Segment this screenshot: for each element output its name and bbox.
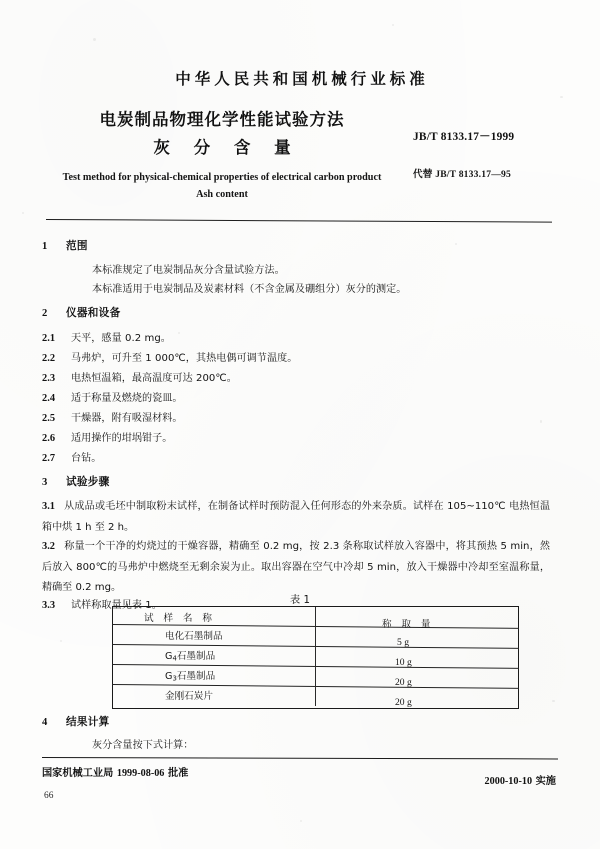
clause-2-4-text: 适于称量及燃烧的瓷皿。 (71, 393, 183, 404)
header-divider-rule (46, 219, 552, 223)
footer-issuer: 国家机械工业局 (42, 768, 114, 779)
clause-2-4-number: 2.4 (42, 393, 56, 404)
title-chinese-line2: 灰 分 含 量 (153, 138, 300, 157)
footer-approve-label: 批准 (167, 768, 189, 779)
clause-2-2 (42, 350, 297, 367)
section-heading-3 (42, 474, 110, 489)
scan-speckle (540, 420, 542, 423)
section-3-number: 3 (42, 477, 48, 488)
section-1-paragraph-2: 本标准适用于电炭制品及炭素材料（不含金属及硼组分）灰分的测定。 (92, 284, 407, 295)
superseded-label: 代替 (413, 169, 433, 180)
title-block (42, 108, 402, 202)
page-number: 66 (44, 791, 54, 801)
table-header-sample-name: 试 样 名 称 (144, 613, 216, 624)
scan-speckle (560, 96, 563, 98)
table-cell-weight: 5 g (397, 637, 409, 648)
clause-2-6-number: 2.6 (42, 433, 56, 444)
scan-speckle (93, 38, 96, 41)
section-heading-2 (42, 305, 120, 320)
table-cell-weight: 10 g (395, 657, 412, 668)
footer-approve-date: 1999-08-06 (116, 768, 165, 779)
clause-2-3-text: 电热恒温箱，最高温度可达 200℃。 (71, 373, 237, 384)
clause-3-1-number: 3.1 (42, 501, 55, 512)
table-row (165, 628, 223, 642)
section-heading-4 (42, 714, 110, 729)
section-4-paragraph-1: 灰分含量按下式计算： (92, 740, 194, 751)
clause-2-1-number: 2.1 (42, 333, 56, 344)
clause-2-7-number: 2.7 (42, 453, 56, 464)
table-cell-sample-name: 金刚石炭片 (165, 691, 213, 702)
clause-2-1 (42, 330, 171, 347)
scan-speckle (178, 332, 180, 334)
national-standard-heading: 中华人民共和国机械行业标准 (175, 70, 429, 88)
clause-2-1-text: 天平，感量 0.2 mg。 (71, 333, 171, 344)
table-cell-sample-name: $G_4$石墨制品 (165, 651, 216, 663)
clause-3-2 (42, 537, 550, 599)
footer-effective-date: 2000-10-10 (484, 776, 533, 787)
clause-3-3-number: 3.3 (42, 600, 56, 611)
table-cell-sample-name: $G_3$石墨制品 (165, 671, 216, 683)
clause-2-5-number: 2.5 (42, 413, 56, 424)
superseded-standard (413, 166, 511, 180)
table-header-weight: 称 取 量 (382, 619, 434, 630)
section-2-number: 2 (42, 308, 48, 319)
table-row (165, 668, 215, 683)
table-caption: 表 1 (290, 595, 310, 606)
standard-number: JB/T 8133.17－1999 (413, 131, 515, 143)
scan-speckle (60, 640, 62, 642)
clause-2-6 (42, 430, 172, 447)
scan-speckle (455, 243, 457, 245)
clause-3-2-number: 3.2 (42, 541, 55, 552)
table-cell-weight: 20 g (395, 697, 412, 708)
clause-2-4 (42, 390, 183, 407)
footer-approval (42, 764, 188, 779)
clause-2-6-text: 适用操作的坩埚钳子。 (71, 433, 173, 444)
table-row (165, 648, 215, 663)
footer-divider-rule (42, 757, 558, 760)
clause-2-3 (42, 370, 237, 387)
scan-speckle (300, 820, 302, 822)
scan-speckle (22, 212, 24, 214)
clause-3-2-text: 称量一个干净的灼烧过的干燥容器，精确至 0.2 mg，按 2.3 条称取试样放入容器中，将其预热 5 min，然后放入 800℃的马弗炉中燃烧至无剩余炭为止。取出容器在空气中冷却 5 min，放入干燥器中冷却至室温称量，精确至 0.2 mg。 (42, 541, 550, 593)
table-column-divider (315, 607, 316, 706)
title-english-line1: Test method for physical-chemical properties of electrical carbon product (62, 172, 382, 183)
scan-speckle (392, 24, 394, 26)
clause-3-1-text: 从成品或毛坯中制取粉末试样，在制备试样时预防混入任何形态的外来杂质。试样在 105~110℃ 电热恒温箱中烘 1 h 至 2 h。 (42, 501, 550, 533)
clause-2-2-text: 马弗炉，可升至 1 000℃，其热电偶可调节温度。 (71, 353, 298, 364)
footer-effective (485, 772, 556, 787)
clause-2-5 (42, 410, 183, 427)
section-1-number: 1 (42, 241, 48, 252)
section-4-number: 4 (42, 717, 48, 728)
section-heading-1 (42, 238, 88, 253)
clause-2-3-number: 2.3 (42, 373, 56, 384)
scan-speckle (552, 700, 555, 702)
clause-3-3-text: 试样称取量见表 1。 (71, 600, 162, 611)
table-row (165, 688, 213, 702)
title-chinese-line1: 电炭制品物理化学性能试验方法 (99, 110, 345, 129)
title-english-line2: Ash content (196, 189, 248, 200)
footer-effective-label: 实施 (535, 776, 556, 787)
section-4-title: 结果计算 (66, 716, 110, 728)
table-1 (112, 606, 519, 709)
clause-2-7 (42, 450, 101, 467)
clause-3-1 (42, 497, 550, 538)
table-cell-weight: 20 g (395, 677, 412, 688)
section-1-title: 范围 (66, 240, 88, 252)
section-3-title: 试验步骤 (66, 476, 110, 488)
clause-2-5-text: 干燥器，附有吸湿材料。 (71, 413, 183, 424)
clause-2-7-text: 台钻。 (71, 453, 102, 464)
section-1-paragraph-1: 本标准规定了电炭制品灰分含量试验方法。 (92, 265, 285, 276)
table-cell-sample-name: 电化石墨制品 (165, 631, 223, 642)
section-2-title: 仪器和设备 (66, 307, 121, 319)
superseded-number: JB/T 8133.17—95 (435, 169, 512, 180)
clause-2-2-number: 2.2 (42, 353, 56, 364)
